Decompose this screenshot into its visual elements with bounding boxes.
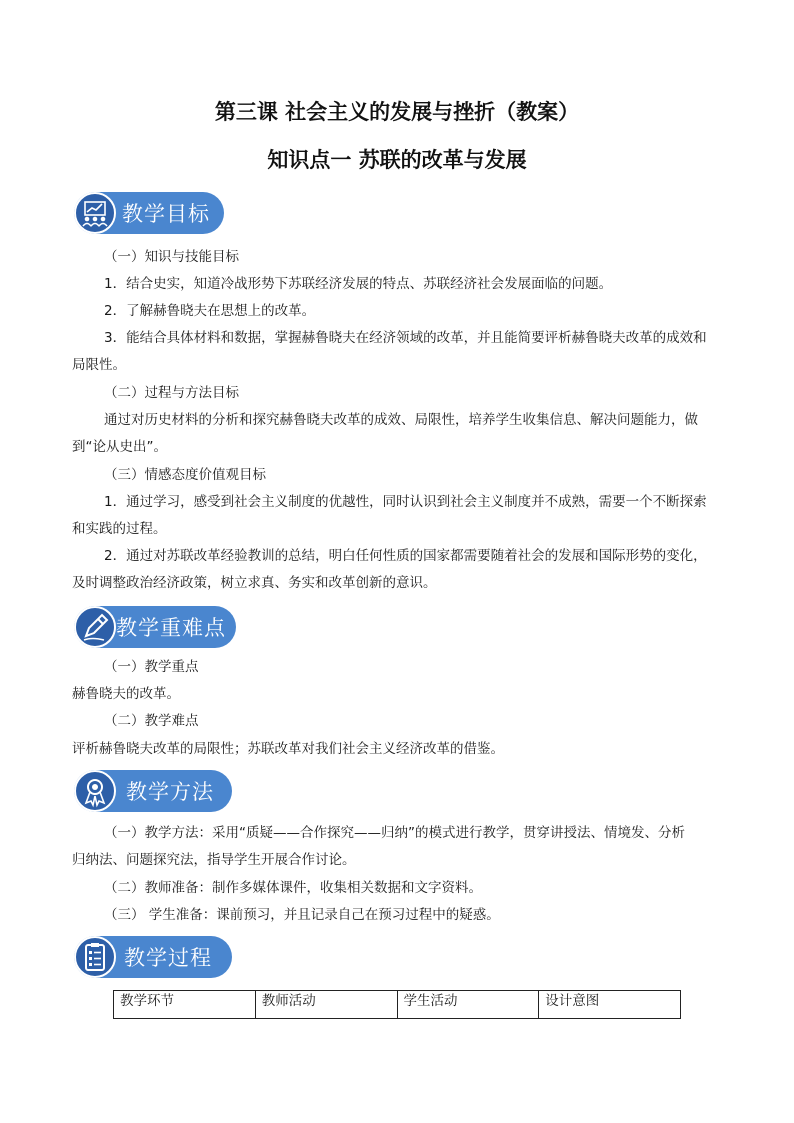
clipboard-checklist-icon bbox=[74, 936, 116, 978]
paragraph: 2．通过对苏联改革经验教训的总结，明白任何性质的国家都需要随着社会的发展和国际形势的变化， bbox=[104, 548, 707, 564]
section-banner-key-points bbox=[74, 606, 244, 648]
paragraph: （三） 学生准备：课前预习，并且记录自己在预习过程中的疑惑。 bbox=[104, 907, 500, 923]
section-heading-method: 教学方法 bbox=[126, 780, 214, 804]
section-banner-method bbox=[74, 770, 239, 812]
paragraph: 到“论从史出”。 bbox=[72, 439, 167, 455]
paragraph: 局限性。 bbox=[72, 357, 126, 373]
paragraph: 及时调整政治经济政策，树立求真、务实和改革创新的意识。 bbox=[72, 575, 437, 591]
paragraph: （一）知识与技能目标 bbox=[104, 249, 239, 265]
paragraph: 2．了解赫鲁晓夫在思想上的改革。 bbox=[104, 303, 316, 319]
document-subtitle: 知识点一 苏联的改革与发展 bbox=[267, 147, 527, 172]
award-ribbon-icon bbox=[74, 770, 116, 812]
paragraph: 评析赫鲁晓夫改革的局限性；苏联改革对我们社会主义经济改革的借鉴。 bbox=[72, 741, 504, 757]
paragraph: （一）教学重点 bbox=[104, 659, 199, 675]
table-header-cell: 设计意图 bbox=[539, 991, 681, 1019]
table-header-cell: 学生活动 bbox=[397, 991, 539, 1019]
paragraph: 3．能结合具体材料和数据，掌握赫鲁晓夫在经济领域的改革，并且能简要评析赫鲁晓夫改革的成效和 bbox=[104, 330, 707, 346]
paragraph: （二）教学难点 bbox=[104, 713, 199, 729]
paragraph: （二）过程与方法目标 bbox=[104, 385, 239, 401]
paragraph: 1．通过学习，感受到社会主义制度的优越性，同时认识到社会主义制度并不成熟，需要一个不断探索 bbox=[104, 494, 707, 510]
document-title: 第三课 社会主义的发展与挫折（教案） bbox=[214, 99, 580, 124]
table-header-cell: 教师活动 bbox=[255, 991, 397, 1019]
section-heading-key-points: 教学重难点 bbox=[116, 616, 226, 640]
paragraph: 通过对历史材料的分析和探究赫鲁晓夫改革的成效、局限性，培养学生收集信息、解决问题能力，做 bbox=[104, 412, 698, 428]
people-chart-icon bbox=[74, 192, 116, 234]
section-heading-objectives: 教学目标 bbox=[122, 202, 210, 226]
paragraph: 归纳法、问题探究法，指导学生开展合作讨论。 bbox=[72, 852, 356, 868]
section-heading-process: 教学过程 bbox=[124, 946, 212, 970]
paragraph: 1．结合史实，知道冷战形势下苏联经济发展的特点、苏联经济社会发展面临的问题。 bbox=[104, 276, 613, 292]
paragraph: （三）情感态度价值观目标 bbox=[104, 467, 266, 483]
pencil-icon bbox=[74, 606, 116, 648]
paragraph: 赫鲁晓夫的改革。 bbox=[72, 686, 180, 702]
section-banner-process bbox=[74, 936, 239, 978]
paragraph: 和实践的过程。 bbox=[72, 521, 167, 537]
process-table bbox=[113, 990, 681, 1019]
paragraph: （一）教学方法：采用“质疑——合作探究——归纳”的模式进行教学，贯穿讲授法、情境发、分析 bbox=[104, 825, 685, 841]
paragraph: （二）教师准备：制作多媒体课件，收集相关数据和文字资料。 bbox=[104, 880, 482, 896]
table-header-row bbox=[114, 991, 681, 1019]
table-header-cell: 教学环节 bbox=[114, 991, 256, 1019]
section-banner-objectives bbox=[74, 192, 234, 234]
